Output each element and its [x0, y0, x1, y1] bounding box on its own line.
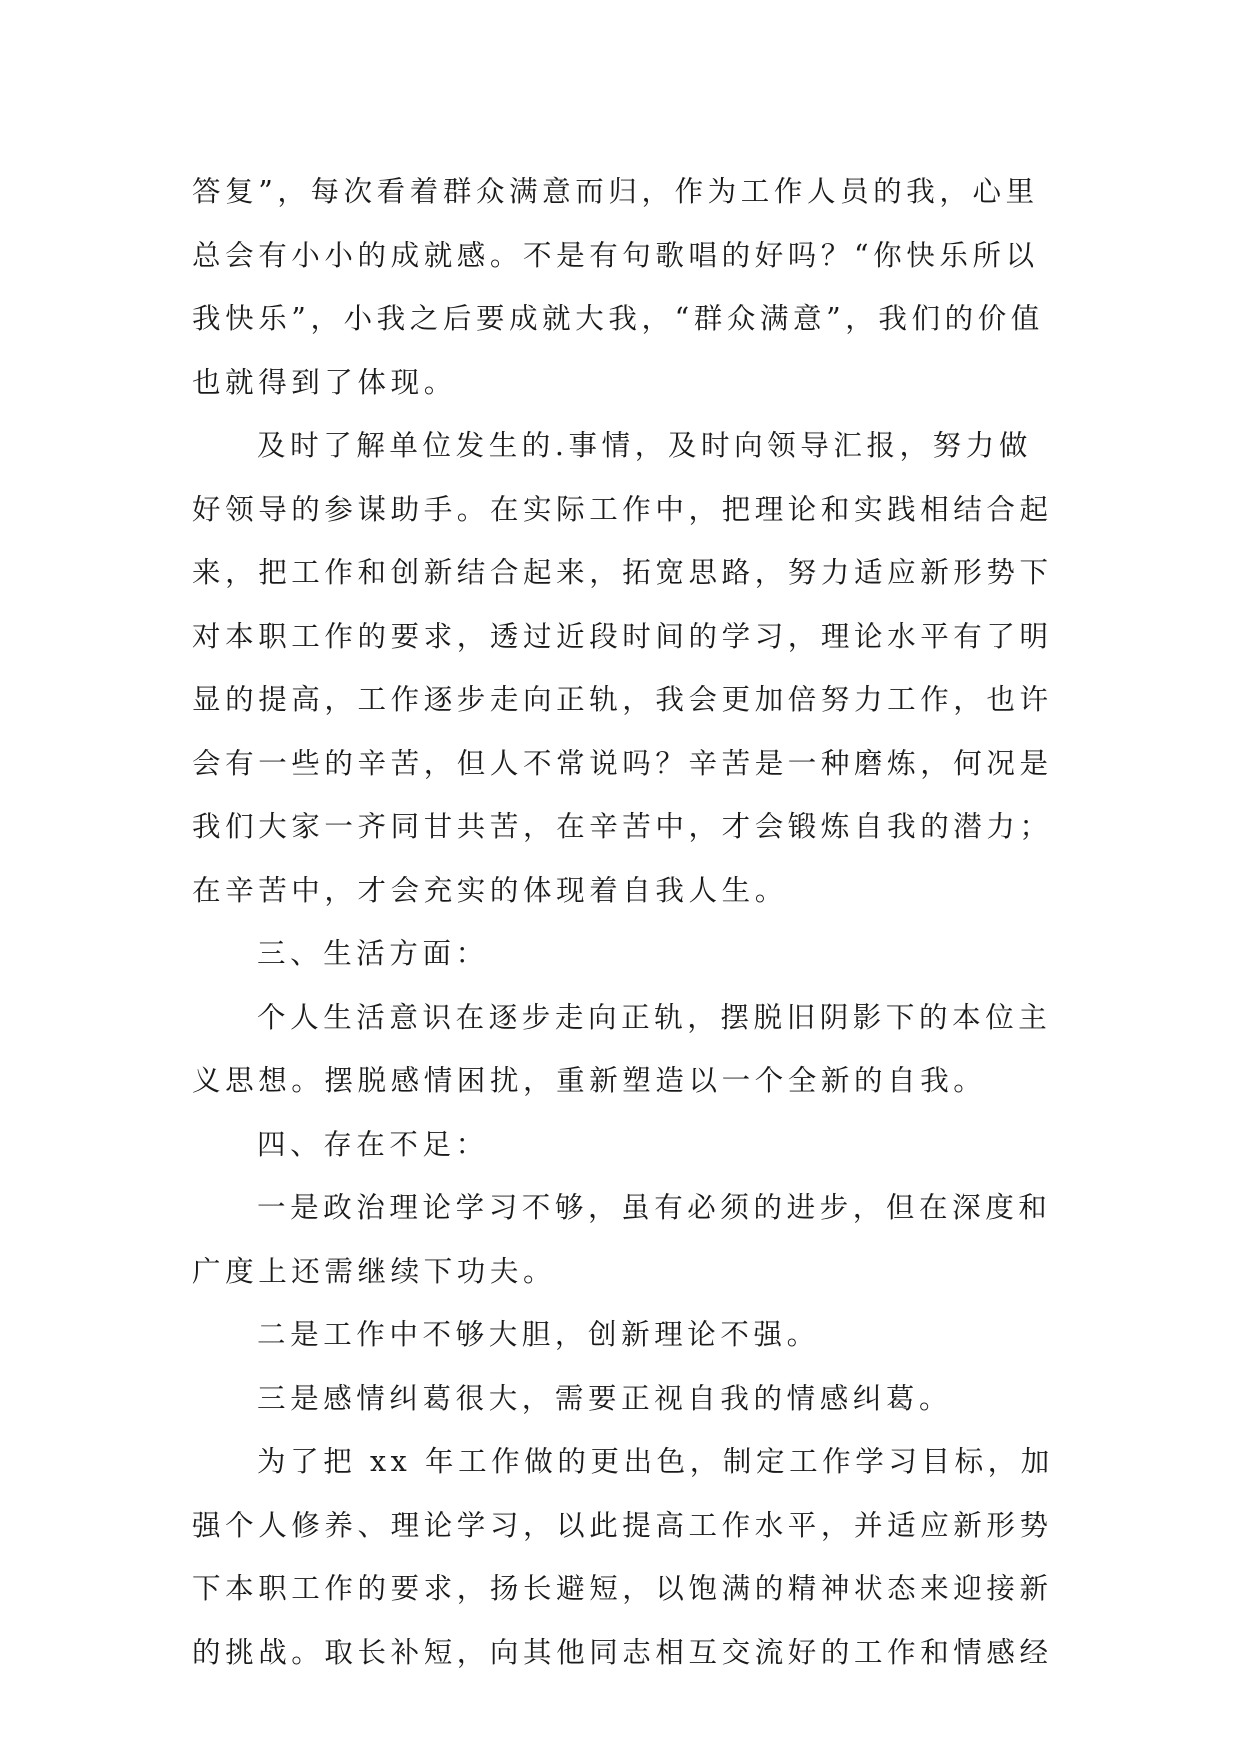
text-line: 在辛苦中，才会充实的体现着自我人生。 — [192, 873, 788, 907]
text-line: 的挑战。取长补短，向其他同志相互交流好的工作和情感经 — [192, 1635, 1053, 1669]
text-line: 广度上还需继续下功夫。 — [192, 1254, 557, 1288]
text-line: 显的提高，工作逐步走向正轨，我会更加倍努力工作，也许 — [192, 683, 1053, 716]
text-line: 强个人修养、理论学习，以此提高工作水平，并适应新形势 — [192, 1508, 1053, 1542]
text-line: 也就得到了体现。 — [192, 365, 457, 399]
text-line: 对本职工作的要求，透过近段时间的学习，理论水平有了明 — [192, 619, 1053, 653]
document-body — [192, 160, 1062, 1684]
text-line: 总会有小小的成就感。不是有句歌唱的好吗？“你快乐所以 — [192, 238, 1039, 272]
text-line: 我快乐”，小我之后要成就大我，“群众满意”，我们的价值 — [192, 302, 1044, 335]
section-heading: 三、生活方面： — [257, 937, 489, 970]
text-line: 我们大家一齐同甘共苦，在辛苦中，才会锻炼自我的潜力； — [192, 810, 1053, 843]
text-line: 答复”，每次看着群众满意而归，作为工作人员的我，心里 — [192, 175, 1039, 208]
text-line: 一是政治理论学习不够，虽有必须的进步，但在深度和 — [257, 1191, 1052, 1224]
text-line: 来，把工作和创新结合起来，拓宽思路，努力适应新形势下 — [192, 556, 1053, 589]
text-line: 个人生活意识在逐步走向正轨，摆脱旧阴影下的本位主 — [257, 1000, 1052, 1034]
text-line: 二是工作中不够大胆，创新理论不强。 — [257, 1318, 820, 1351]
text-line: 及时了解单位发生的.事情，及时向领导汇报，努力做 — [257, 429, 1032, 462]
text-line: 会有一些的辛苦，但人不常说吗？辛苦是一种磨炼，何况是 — [192, 746, 1053, 780]
text-line: 为了把 xx 年工作做的更出色，制定工作学习目标，加 — [257, 1445, 1054, 1478]
section-heading: 四、存在不足： — [257, 1127, 489, 1161]
text-line: 下本职工作的要求，扬长避短，以饱满的精神状态来迎接新 — [192, 1572, 1053, 1605]
text-line: 义思想。摆脱感情困扰，重新塑造以一个全新的自我。 — [192, 1064, 987, 1097]
text-line: 好领导的参谋助手。在实际工作中，把理论和实践相结合起 — [192, 492, 1053, 526]
text-line: 三是感情纠葛很大，需要正视自我的情感纠葛。 — [257, 1381, 953, 1415]
